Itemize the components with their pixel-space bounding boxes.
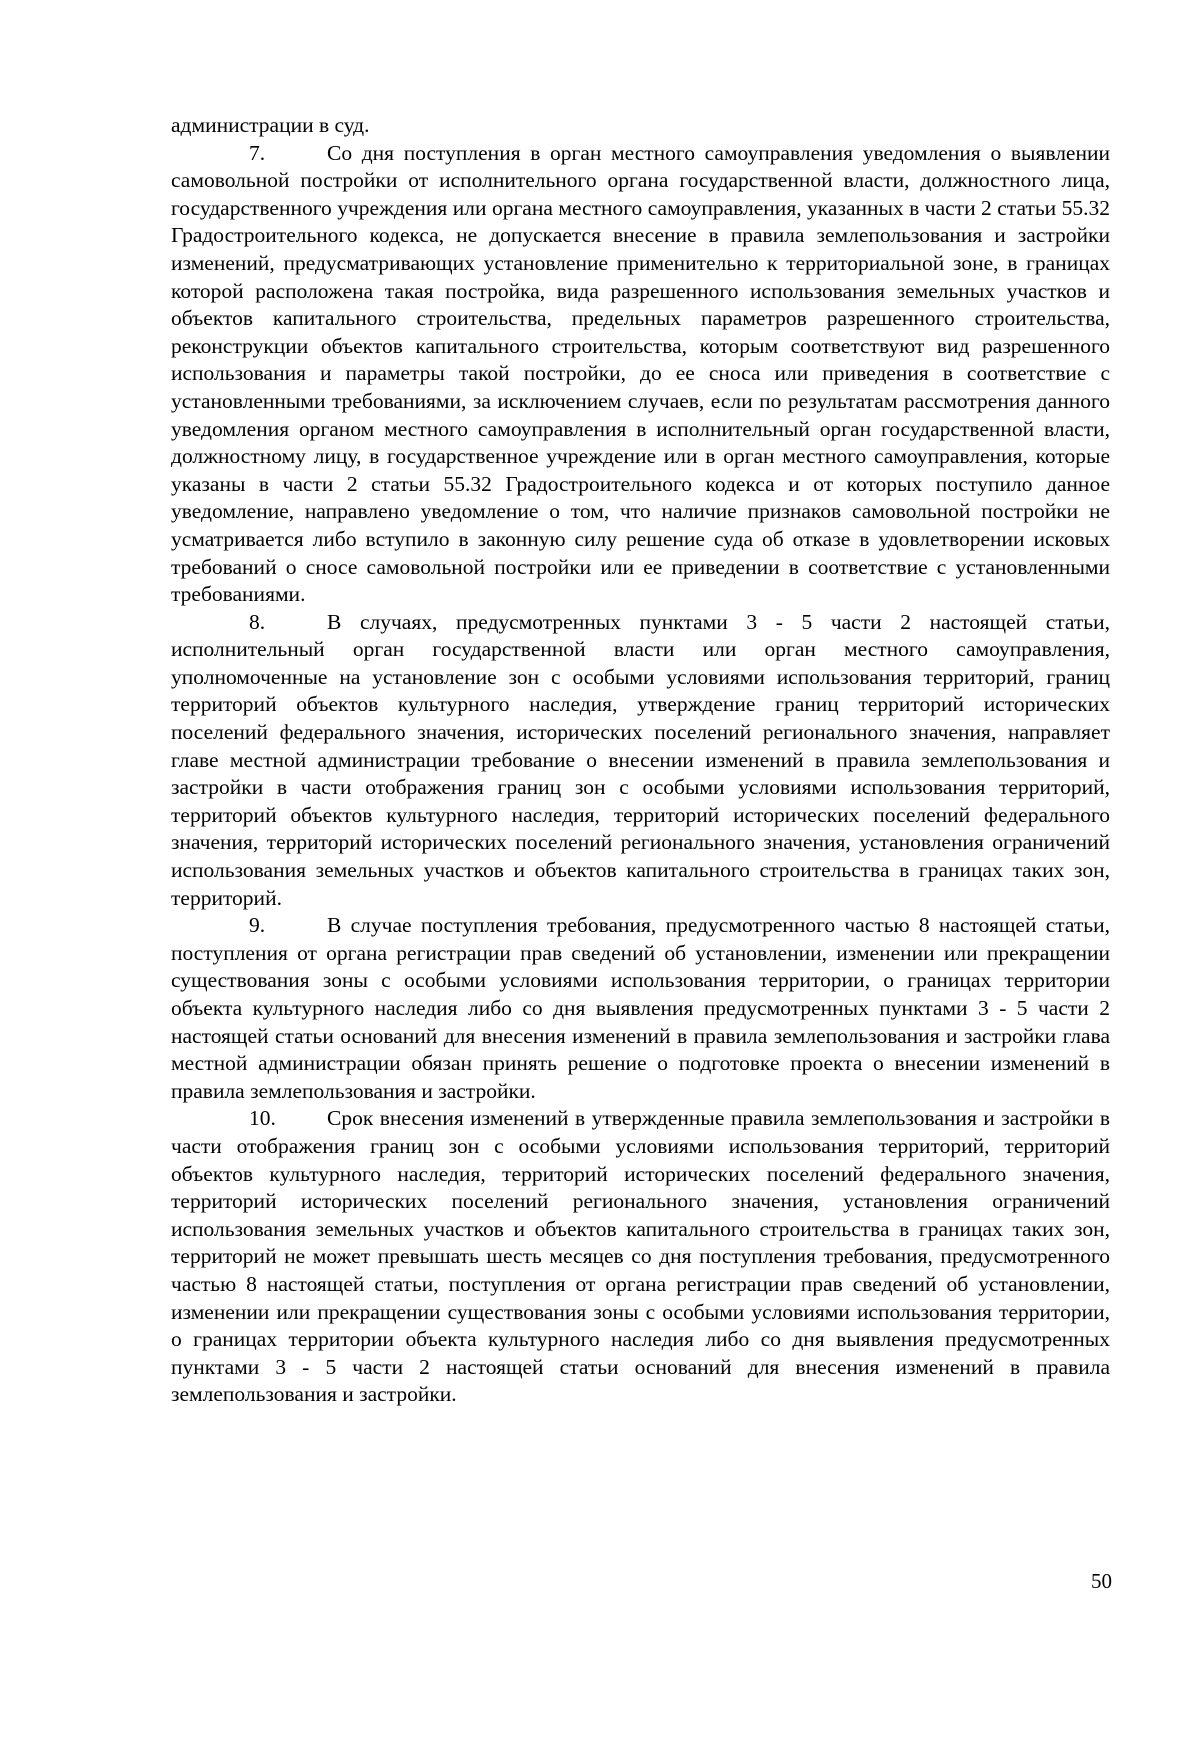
document-body	[171, 112, 1110, 1409]
paragraph-7	[171, 140, 1110, 609]
paragraph-text: В случае поступления требования, предусмотренного частью 8 настоящей статьи, поступления от органа регистрации прав сведений об установлении, изменении или прекращении существования зоны с особыми условиями использования территории, о границах территории объекта культурного наследия либо со дня выявления предусмотренных пунктами 3 - 5 части 2 настоящей статьи оснований для внесения изменений в правила землепользования и застройки глава местной администрации обязан принять решение о подготовке проекта о внесении изменений в правила землепользования и застройки.	[171, 913, 1110, 1103]
paragraph-10	[171, 1105, 1110, 1409]
paragraph-number: 8.	[249, 609, 266, 634]
paragraph-text: Срок внесения изменений в утвержденные правила землепользования и застройки в части отображения границ зон с особыми условиями использования территорий, территорий объектов культурного наследия, территорий исторических поселений федерального значения, территорий исторических поселений регионального значения, установления ограничений использования земельных участков и объектов капитального строительства в границах таких зон, территорий не может превышать шесть месяцев со дня поступления требования, предусмотренного частью 8 настоящей статьи, поступления от органа регистрации прав сведений об установлении, изменении или прекращении существования зоны с особыми условиями использования территории, о границах территории объекта культурного наследия либо со дня выявления предусмотренных пунктами 3 - 5 части 2 настоящей статьи оснований для внесения изменений в правила землепользования и застройки.	[171, 1106, 1110, 1407]
paragraph-9	[171, 912, 1110, 1105]
paragraph-number: 10.	[249, 1106, 276, 1131]
page-number: 50	[1091, 1569, 1112, 1593]
paragraph-text: администрации в суд.	[171, 113, 370, 137]
paragraph-number: 9.	[249, 913, 266, 938]
paragraph-text: В случаях, предусмотренных пунктами 3 - 5 части 2 настоящей статьи, исполнительный орган государственной власти или орган местного самоуправления, уполномоченные на установление зон с особыми условиями использования территорий, границ территорий объектов культурного наследия, утверждение границ территорий исторических поселений федерального значения, исторических поселений регионального значения, направляет главе местной администрации требование о внесении изменений в правила землепользования и застройки в части отображения границ зон с особыми условиями использования территорий, территорий объектов культурного наследия, территорий исторических поселений федерального значения, территорий исторических поселений регионального значения, установления ограничений использования земельных участков и объектов капитального строительства в границах таких зон, территорий.	[171, 609, 1110, 910]
paragraph-continuation	[171, 112, 1110, 140]
paragraph-8	[171, 609, 1110, 913]
paragraph-text: Со дня поступления в орган местного самоуправления уведомления о выявлении самовольной постройки от исполнительного органа государственной власти, должностного лица, государственного учреждения или органа местного самоуправления, указанных в части 2 статьи 55.32 Градостроительного кодекса, не допускается внесение в правила землепользования и застройки изменений, предусматривающих установление применительно к территориальной зоне, в границах которой расположена такая постройка, вида разрешенного использования земельных участков и объектов капитального строительства, предельных параметров разрешенного строительства, реконструкции объектов капитального строительства, которым соответствуют вид разрешенного использования и параметры такой постройки, до ее сноса или приведения в соответствие с установленными требованиями, за исключением случаев, если по результатам рассмотрения данного уведомления органом местного самоуправления в исполнительный орган государственной власти, должностному лицу, в государственное учреждение или в орган местного самоуправления, которые указаны в части 2 статьи 55.32 Градостроительного кодекса и от которых поступило данное уведомление, направлено уведомление о том, что наличие признаков самовольной постройки не усматривается либо вступило в законную силу решение суда об отказе в удовлетворении исковых требований о сносе самовольной постройки или ее приведении в соответствие с установленными требованиями.	[171, 140, 1110, 607]
paragraph-number: 7.	[249, 140, 266, 165]
